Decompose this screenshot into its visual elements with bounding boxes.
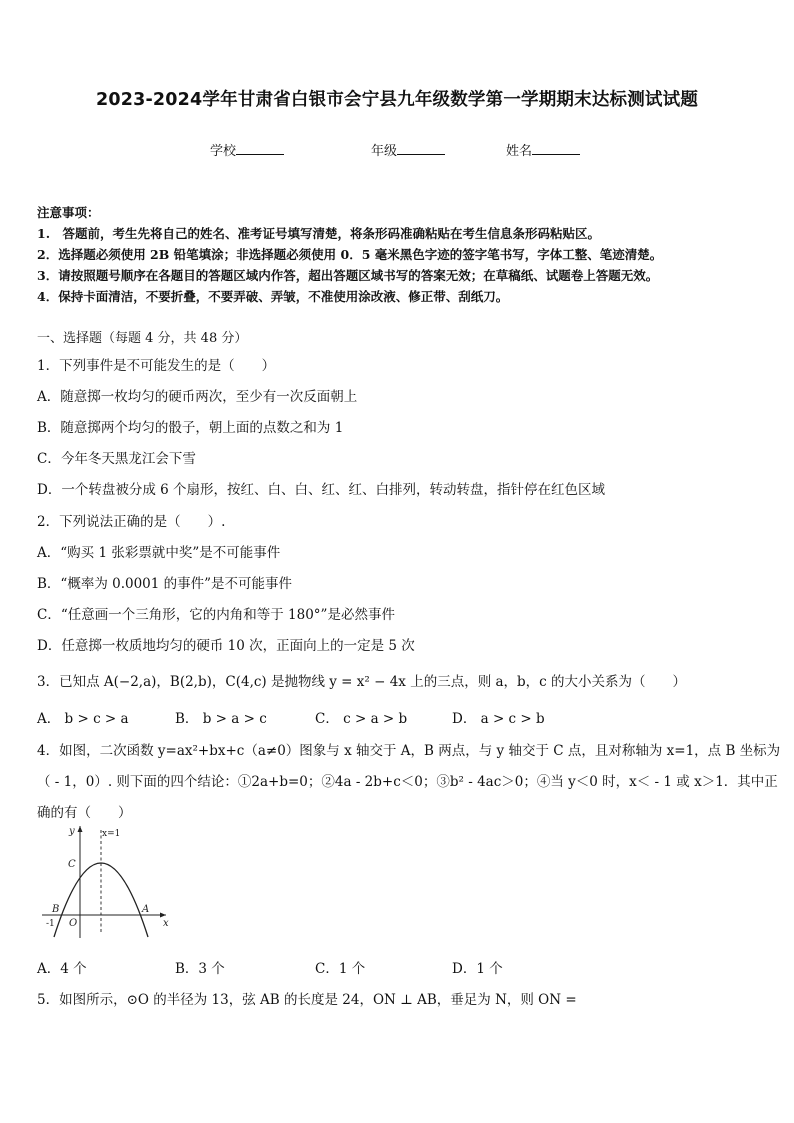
q2-option-b: B．“概率为 0.0001 的事件”是不可能事件 xyxy=(37,576,293,592)
q3-option-c: C． c > a > b xyxy=(315,711,408,727)
notice-item: 1. 答题前，考生先将自己的姓名、准考证号填写清楚，将条形码准确粘贴在考生信息条形码粘贴区。 xyxy=(37,226,601,241)
q4-option-a: A．4 个 xyxy=(37,961,87,977)
y-label: y xyxy=(69,826,75,837)
section-heading: 一、选择题（每题 4 分，共 48 分） xyxy=(37,331,248,346)
q4-option-d: D．1 个 xyxy=(452,961,503,977)
q3-option-d: D． a > c > b xyxy=(452,711,545,727)
point-a-label: A xyxy=(142,904,150,915)
q2-option-d: D．任意掷一枚质地均匀的硬币 10 次，正面向上的一定是 5 次 xyxy=(37,638,415,654)
q4-stem-line1: 4．如图，二次函数 y=ax²+bx+c（a≠0）图象与 x 轴交于 A，B 两点，与 y 轴交于 C 点，且对称轴为 x=1，点 B 坐标为 xyxy=(37,743,781,759)
point-c-label: C xyxy=(68,859,76,870)
q1-stem: 1．下列事件是不可能发生的是（ ） xyxy=(37,358,276,374)
q5-stem: 5．如图所示，⊙O 的半径为 13，弦 AB 的长度是 24，ON ⊥ AB，垂足为 N，则 ON = xyxy=(37,992,577,1008)
x-label: x xyxy=(163,918,169,929)
q4-stem-line3: 确的有（ ） xyxy=(37,805,132,821)
school-blank xyxy=(236,142,284,155)
y-axis-arrow xyxy=(78,826,83,832)
origin-label: O xyxy=(69,918,78,929)
grade-field xyxy=(371,140,445,159)
q2-option-a: A．“购买 1 张彩票就中奖”是不可能事件 xyxy=(37,545,281,561)
school-label: 学校 xyxy=(210,144,237,159)
axis-label: x=1 xyxy=(102,829,121,839)
q2-option-c: C．“任意画一个三角形，它的内角和等于 180°”是必然事件 xyxy=(37,607,395,623)
neg-one-label: -1 xyxy=(46,919,55,929)
q3-option-b: B． b > a > c xyxy=(175,711,267,727)
name-label: 姓名 xyxy=(506,144,533,159)
grade-blank xyxy=(397,142,445,155)
parabola-figure xyxy=(38,822,170,940)
notice-item: 3．请按照题号顺序在各题目的答题区域内作答，超出答题区域书写的答案无效；在草稿纸、试题卷上答题无效。 xyxy=(37,268,659,283)
notice-heading: 注意事项： xyxy=(37,205,100,220)
q4-option-c: C．1 个 xyxy=(315,961,366,977)
page-title: 2023-2024学年甘肃省白银市会宁县九年级数学第一学期期末达标测试试题 xyxy=(95,90,699,110)
q1-option-c: C．今年冬天黑龙江会下雪 xyxy=(37,451,196,467)
q2-stem: 2．下列说法正确的是（ ）. xyxy=(37,514,226,530)
x-axis-arrow xyxy=(160,913,166,918)
school-field xyxy=(210,140,284,159)
name-field xyxy=(506,140,580,159)
q3-stem: 3．已知点 A(−2,a)，B(2,b)，C(4,c) 是抛物线 y = x² − 4x 上的三点，则 a，b，c 的大小关系为（ ） xyxy=(37,674,687,690)
name-blank xyxy=(532,142,580,155)
grade-label: 年级 xyxy=(371,144,398,159)
q3-option-a: A． b > c > a xyxy=(37,711,129,727)
q1-option-a: A．随意掷一枚均匀的硬币两次，至少有一次反面朝上 xyxy=(37,389,358,405)
q1-option-d: D．一个转盘被分成 6 个扇形，按红、白、白、红、红、白排列，转动转盘，指针停在红色区域 xyxy=(37,482,605,498)
notice-item: 2．选择题必须使用 2B 铅笔填涂；非选择题必须使用 0．5 毫米黑色字迹的签字笔书写，字体工整、笔迹清楚。 xyxy=(37,247,663,262)
q1-option-b: B．随意掷两个均匀的骰子，朝上面的点数之和为 1 xyxy=(37,420,344,436)
notice-item: 4．保持卡面清洁，不要折叠，不要弄破、弄皱，不准使用涂改液、修正带、刮纸刀。 xyxy=(37,289,509,304)
q4-stem-line2: （ - 1，0）. 则下面的四个结论：①2a+b=0；②4a - 2b+c＜0；③b² - 4ac＞0；④当 y＜0 时，x＜ - 1 或 x＞1．其中正 xyxy=(37,774,778,790)
q4-option-b: B．3 个 xyxy=(175,961,225,977)
point-b-label: B xyxy=(52,904,60,915)
